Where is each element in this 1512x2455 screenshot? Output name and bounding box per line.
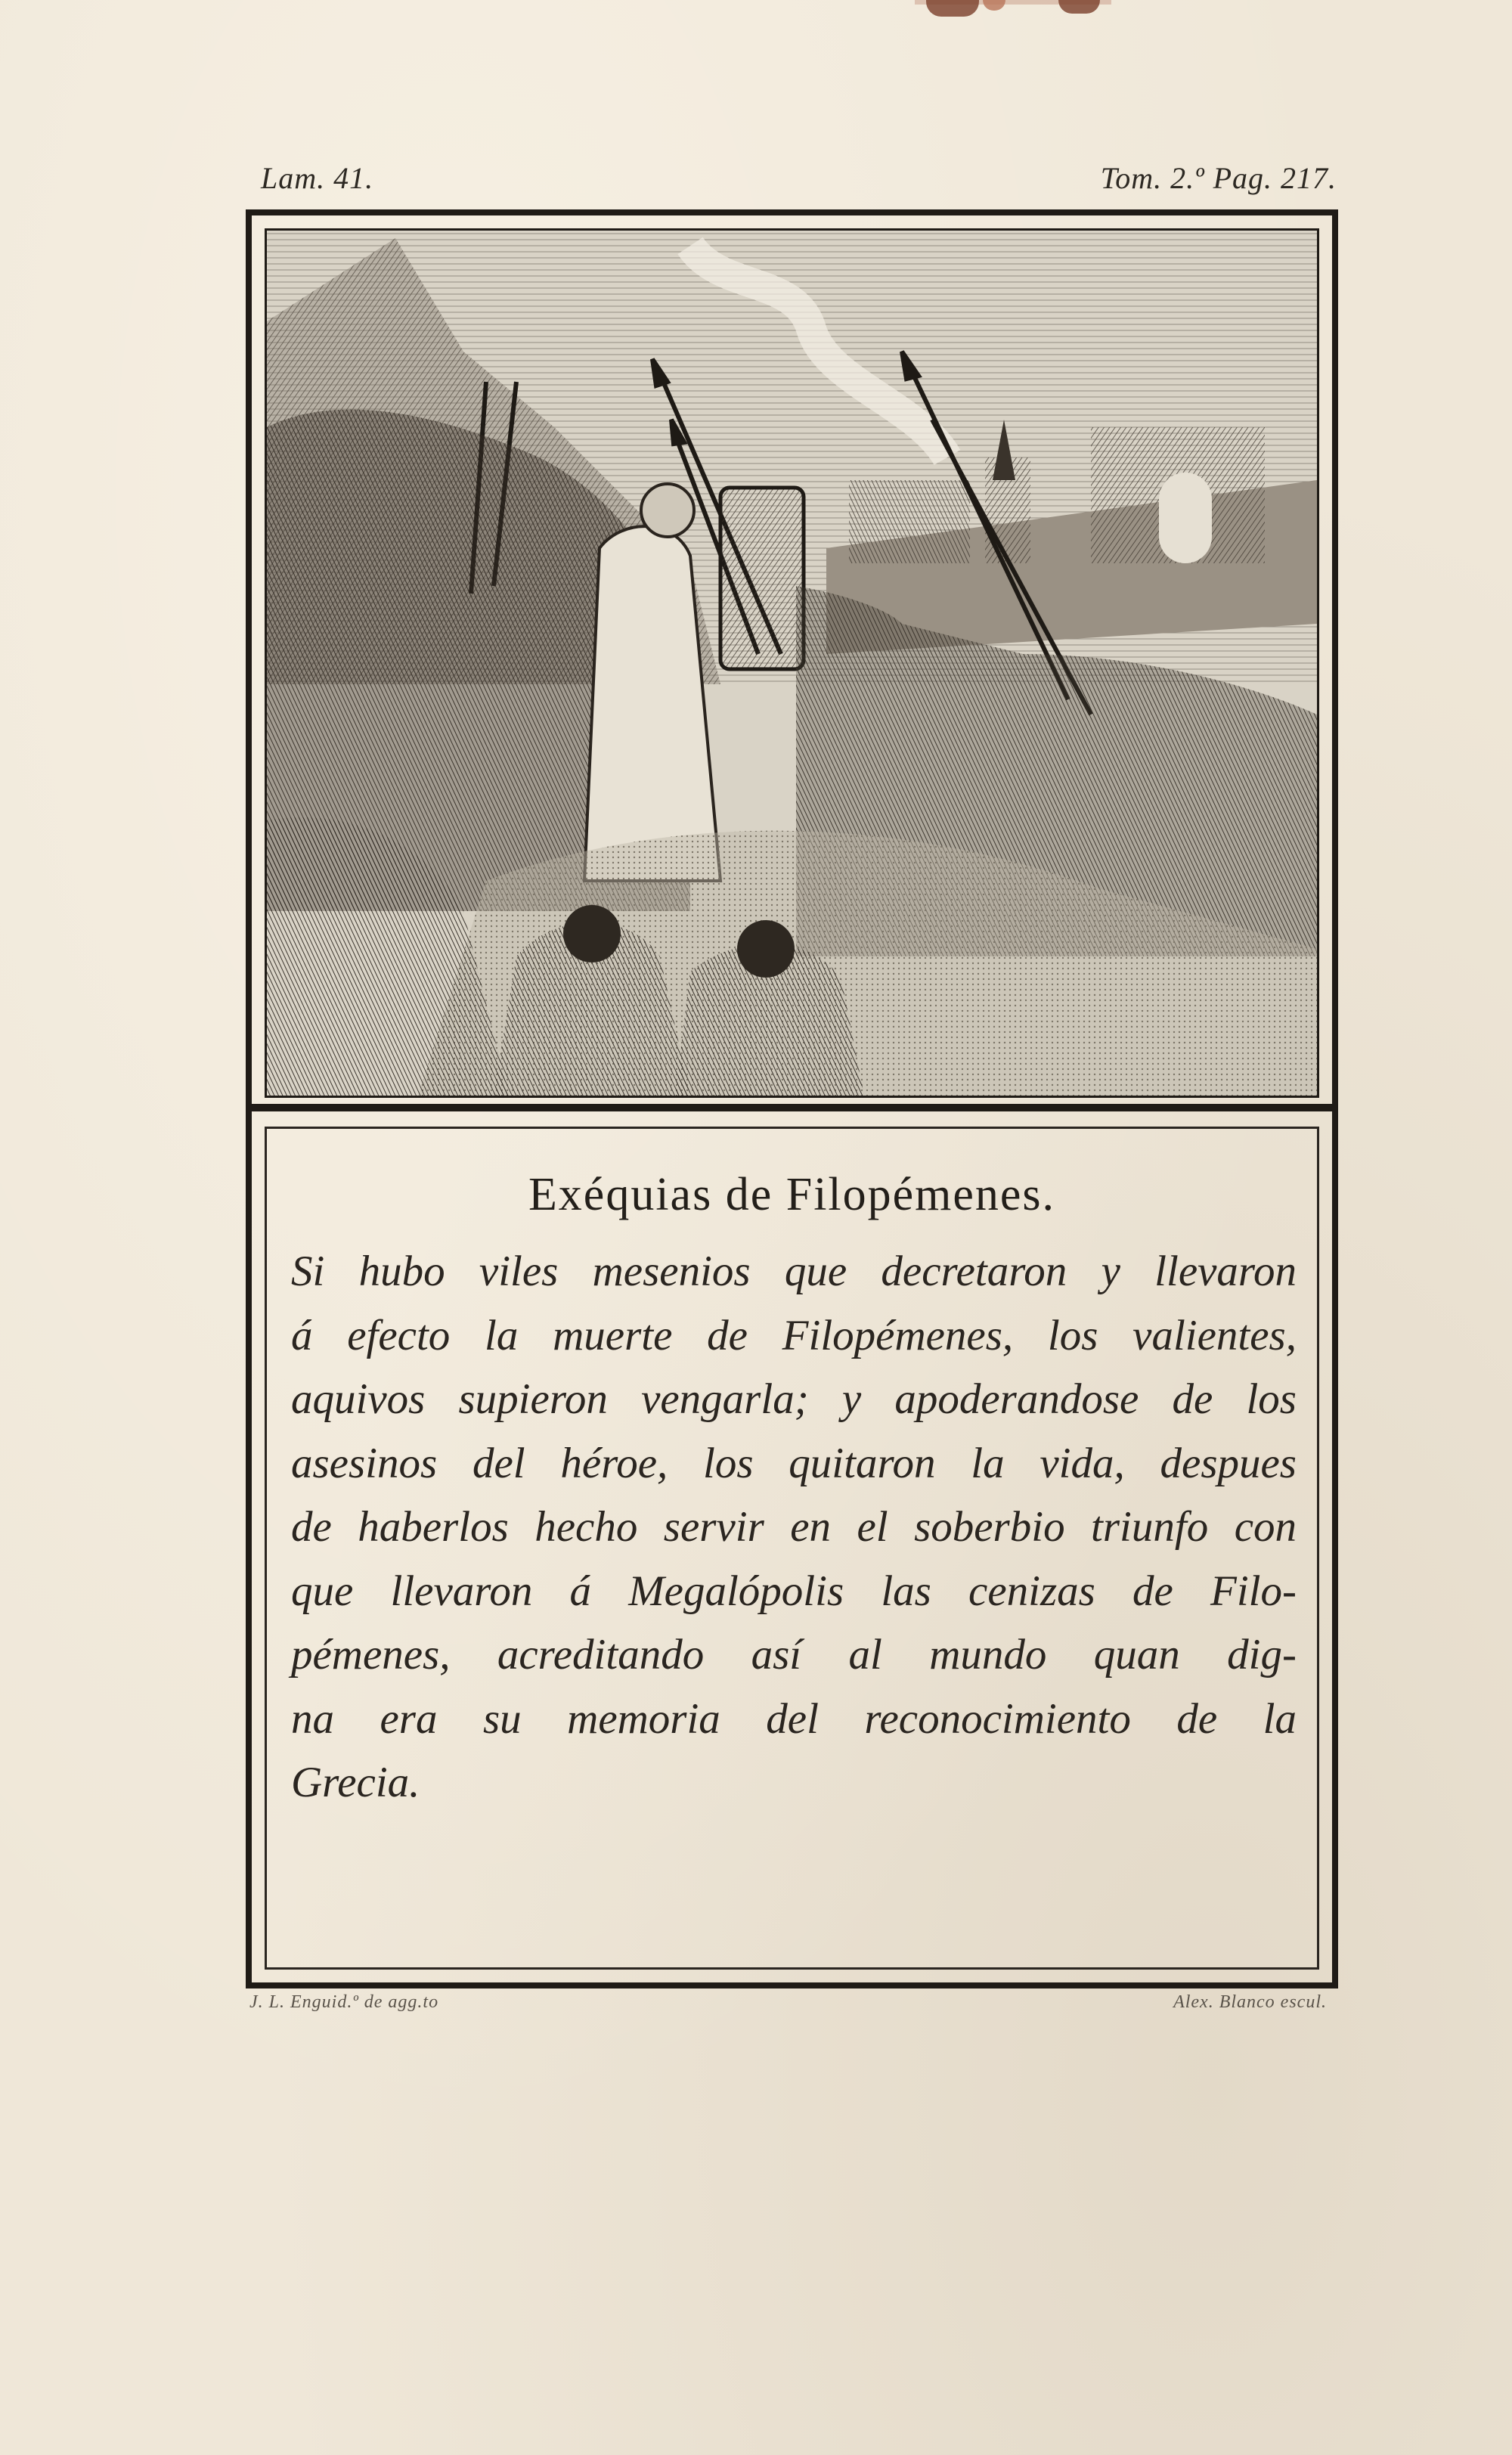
caption-line: á efecto la muerte de Filopémenes, los valientes,	[291, 1311, 1297, 1359]
engraving-illustration	[265, 228, 1319, 1098]
caption-line: Grecia.	[291, 1759, 420, 1806]
artist-credit: J. L. Enguid.º de agg.to	[249, 1992, 439, 2012]
engraver-credit: Alex. Blanco escul.	[1173, 1992, 1327, 2012]
caption-line: na era su memoria del reconocimiento de la	[291, 1694, 1297, 1743]
volume-page-reference: Tom. 2.º Pag. 217.	[1100, 161, 1337, 195]
paper-damage	[1058, 0, 1100, 14]
paper-damage	[983, 0, 1005, 11]
caption-title: Exéquias de Filopémenes.	[528, 1169, 1056, 1220]
caption-line: que llevaron á Megalópolis las cenizas de Filo-	[291, 1567, 1297, 1615]
caption-line: pémenes, acreditando así al mundo quan dig-	[291, 1631, 1297, 1679]
caption-line: de haberlos hecho servir en el soberbio triunfo con	[291, 1503, 1297, 1551]
caption-line: Si hubo viles mesenios que decretaron y llevaron	[291, 1248, 1297, 1295]
engraving-image	[267, 231, 1317, 1096]
caption-line: aquivos supieron vengarla; y apoderandose de los	[291, 1375, 1297, 1423]
paper-damage	[926, 0, 979, 17]
caption-line: asesinos del héroe, los quitaron la vida, despues	[291, 1439, 1297, 1487]
plate-number: Lam. 41.	[261, 161, 374, 195]
caption-body	[291, 1240, 1297, 1815]
frame-divider	[246, 1104, 1338, 1111]
